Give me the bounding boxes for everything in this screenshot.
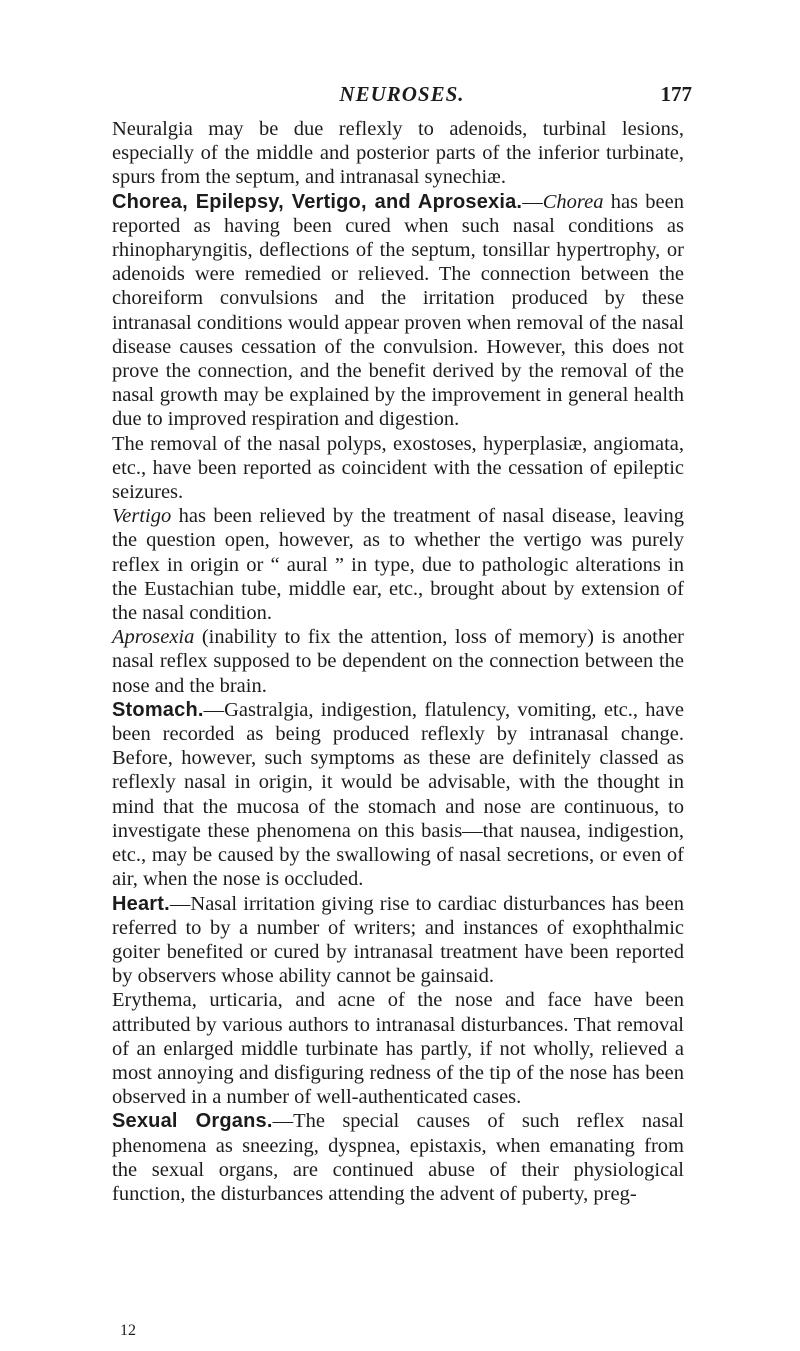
paragraph-aprosexia (112, 625, 684, 698)
paragraph-text: The removal of the nasal polyps, exostoses, hyperplasiæ, angiomata, etc., have been reported as coincident with the cessation of epileptic seizures. (112, 432, 684, 504)
body-text (112, 117, 684, 1206)
paragraph-text: has been reported as having been cured when such nasal conditions as rhinopharyngitis, deflections of the septum, tonsillar hypertrophy, or adenoids were remedied or relieved. The connection between the choreiform convulsions and the irritation produced by these intranasal conditions would appear proven when removal of the nasal disease causes cessation of the convulsion. However, this does not prove the connection, and the benefit derived by the removal of the nasal growth may be explained by the improvement in general health due to improved respiration and digestion. (112, 190, 684, 431)
paragraph-text: Erythema, urticaria, and acne of the nose and face have been attributed by various authors to intranasal disturbances. That removal of an enlarged middle turbinate has partly, if not wholly, relieved a most annoying and disfiguring redness of the tip of the nose has been observed in a number of well-authenticated cases. (112, 989, 684, 1109)
page-number: 177 (660, 82, 692, 106)
paragraph-text: Nasal irritation giving rise to cardiac disturbances has been referred to by a number of writers; and instances of exophthalmic goiter benefited or cured by intranasal treatment have been reported by observers whose ability cannot be gainsaid. (112, 892, 684, 988)
heading-dash: — (169, 892, 191, 915)
italic-term-vertigo: Vertigo (112, 505, 172, 528)
running-title: NEUROSES. (339, 82, 465, 106)
signature-mark: 12 (120, 1322, 136, 1339)
paragraph-text: Neuralgia may be due reflexly to adenoids, turbinal lesions, especially of the middle and posterior parts of the inferior turbinate, spurs from the septum, and intranasal synechiæ. (112, 118, 684, 189)
paragraph-erythema (112, 988, 684, 1109)
running-header (112, 82, 692, 112)
paragraph-sexual-organs (112, 1109, 684, 1206)
section-heading-stomach: Stomach. (112, 698, 204, 721)
paragraph-text: The special causes of such reflex nasal phenomena as sneezing, dyspnea, epistaxis, when emanating from the sexual organs, are continued abuse of their physiological function, the disturbances attending the advent of puberty, preg- (112, 1110, 684, 1205)
paragraph-neuralgia (112, 117, 684, 190)
italic-term-aprosexia: Aprosexia (112, 626, 195, 649)
paragraph-chorea (112, 190, 684, 432)
heading-dash: — (272, 1110, 294, 1133)
italic-term-chorea: Chorea (542, 190, 604, 213)
paragraph-vertigo (112, 504, 684, 625)
paragraph-epilepsy (112, 432, 684, 505)
paragraph-heart (112, 892, 684, 989)
section-heading-sexual-organs: Sexual Organs. (112, 1110, 273, 1133)
section-heading-heart: Heart. (112, 892, 170, 915)
heading-dash: — (522, 190, 543, 213)
paragraph-text: has been relieved by the treatment of nasal disease, leaving the question open, however, as to whether the vertigo was purely reflex in origin or “ aural ” in type, due to pathologic alterations in the Eustachian tube, middle ear, etc., brought about by extension of the nasal condition. (112, 505, 684, 625)
paragraph-text: Gastralgia, indigestion, flatulency, vomiting, etc., have been recorded as being produced reflexly by intranasal change. Before, however, such symptoms as these are definitely classed as reflexly nasal in origin, it would be advisable, with the thought in mind that the mucosa of the stomach and nose are continuous, to investigate these phenomena on this basis—that nausea, indigestion, etc., may be caused by the swallowing of nasal secretions, or even of air, when the nose is occluded. (112, 698, 684, 891)
section-heading-chorea: Chorea, Epilepsy, Vertigo, and Aprosexia. (112, 190, 523, 213)
paragraph-text: (inability to fix the attention, loss of memory) is another nasal reflex supposed to be dependent on the connection between the nose and the brain. (112, 626, 684, 697)
paragraph-stomach (112, 698, 684, 892)
heading-dash: — (203, 698, 225, 721)
